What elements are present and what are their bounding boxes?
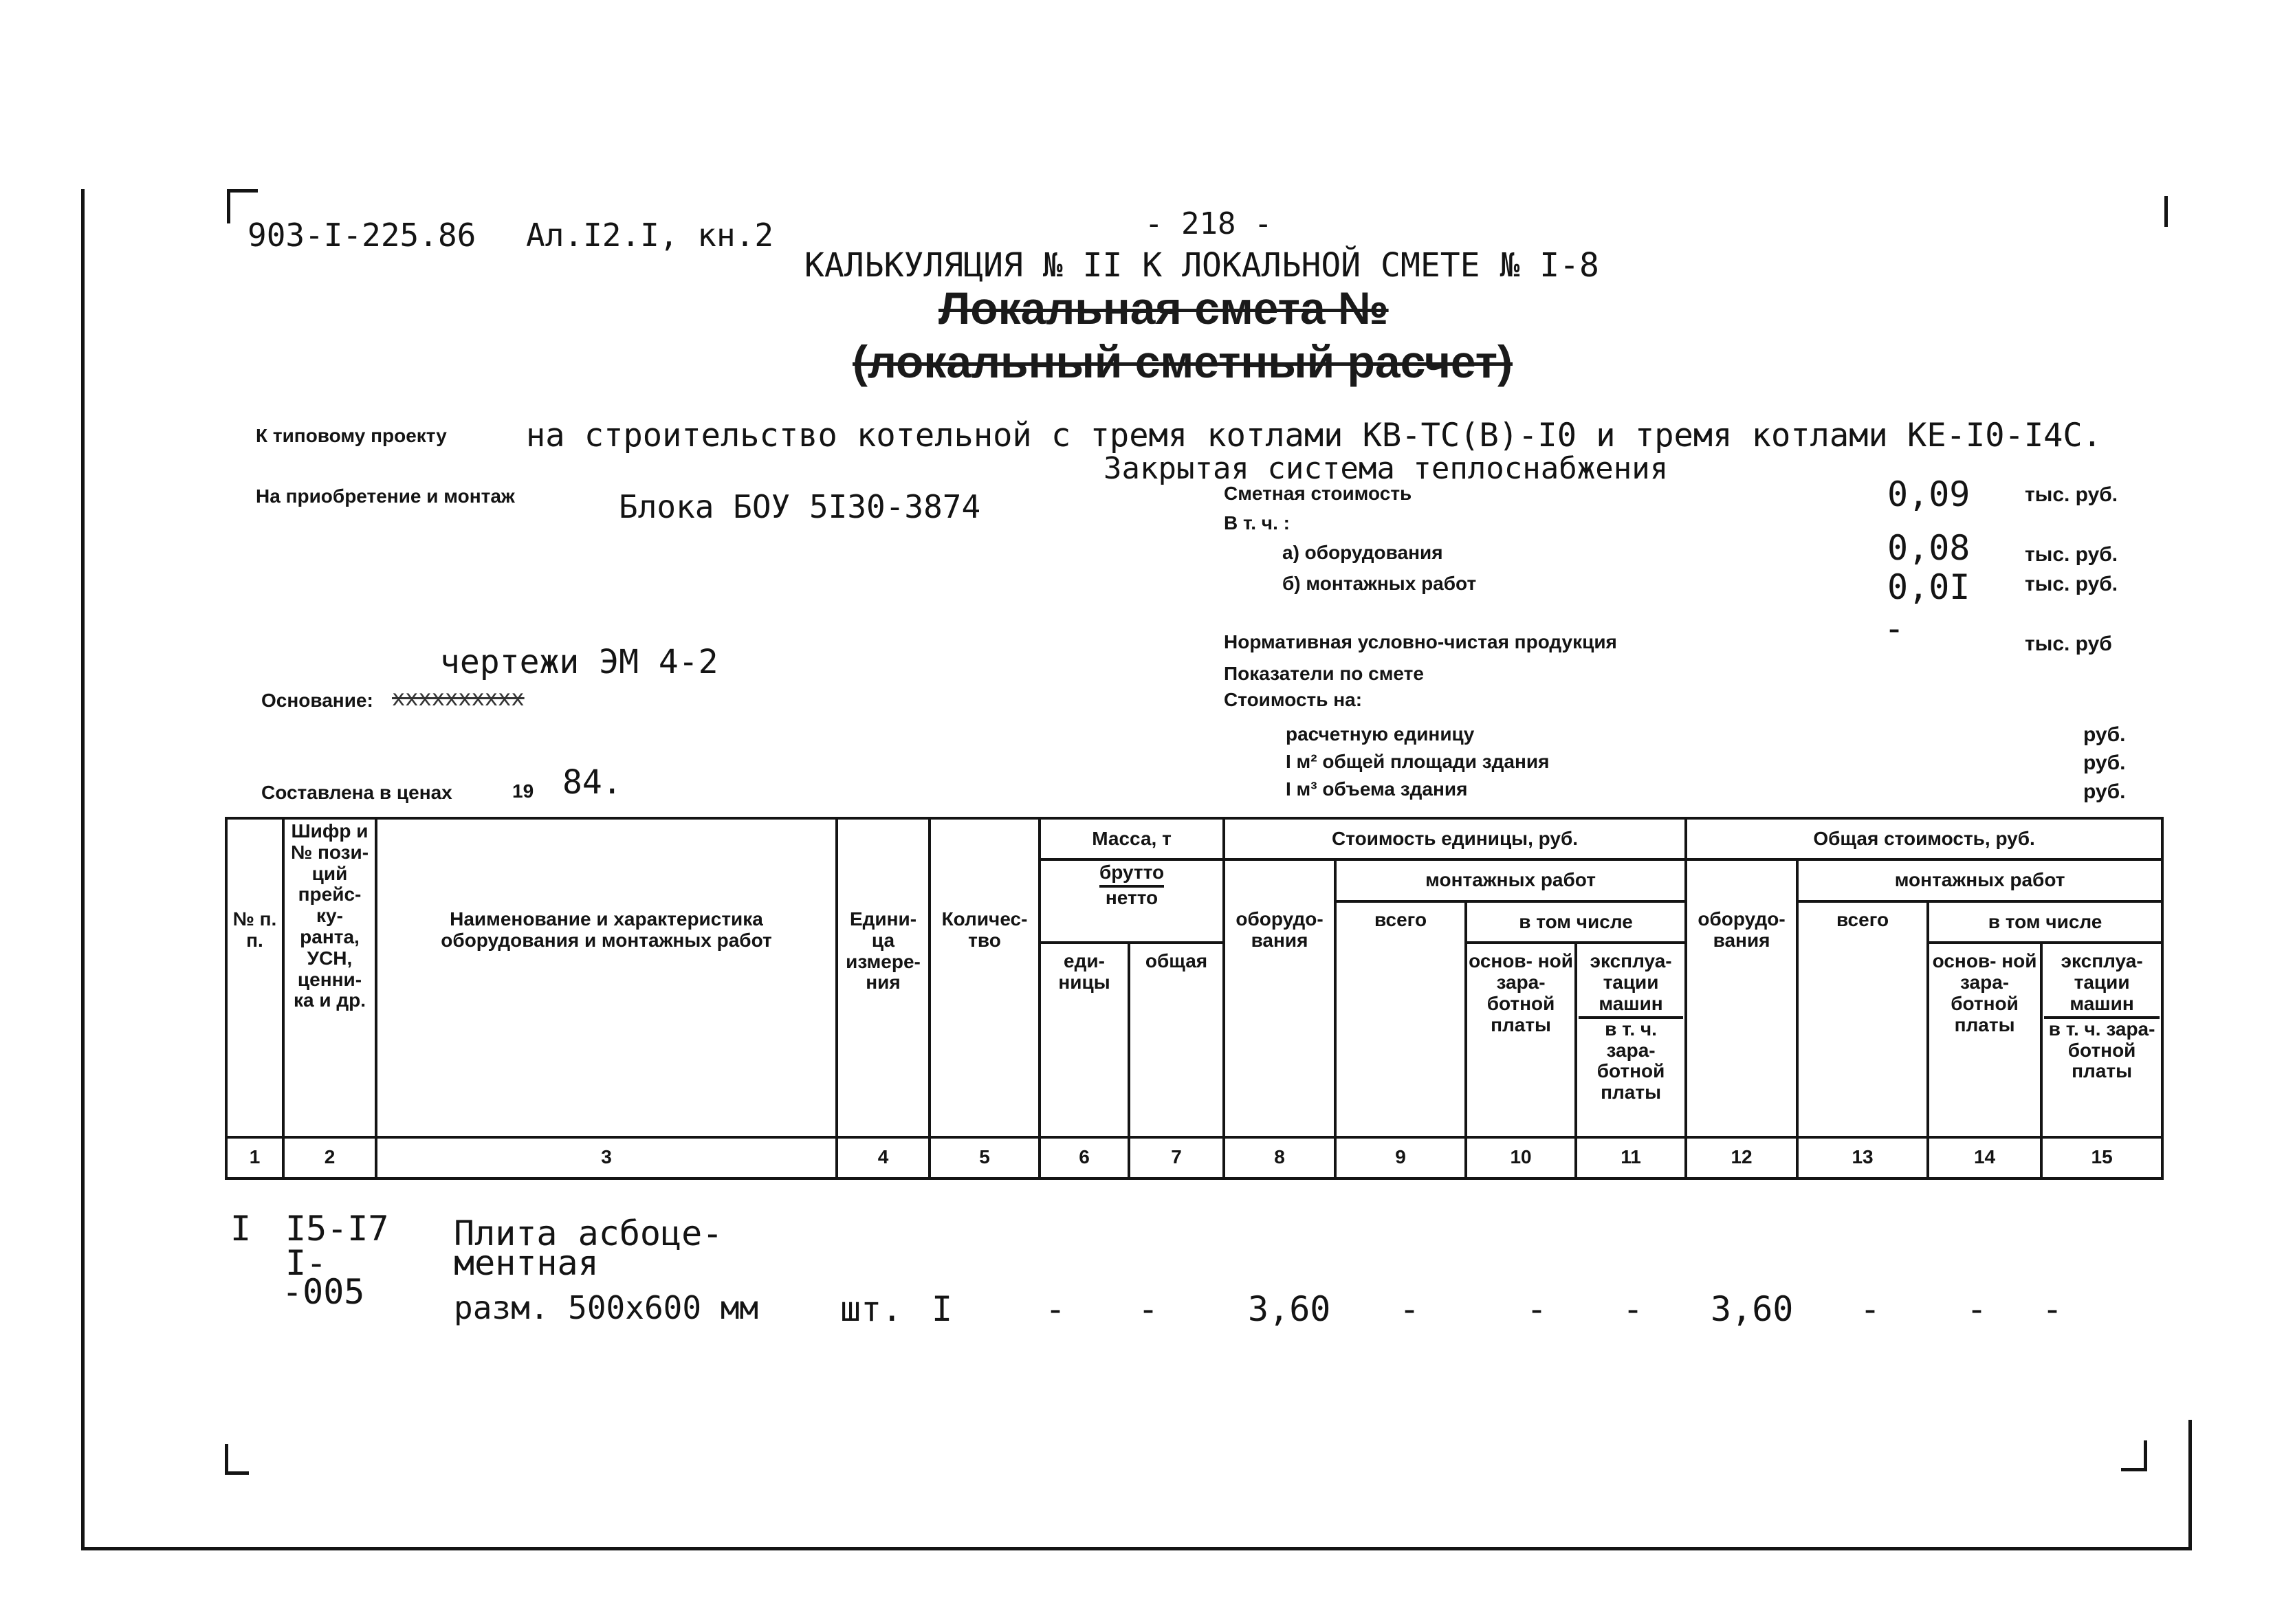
row-quantity: I xyxy=(932,1289,953,1329)
corner-tl-v xyxy=(227,189,230,223)
prices-year-prefix: 19 xyxy=(512,780,534,802)
header-quantity: Количес- тво xyxy=(930,818,1040,1137)
column-number: 10 xyxy=(1466,1137,1576,1179)
estimate-table xyxy=(225,817,2164,1180)
unit-calc-rub: руб. xyxy=(2083,723,2126,746)
header-mass-unit: еди- ницы xyxy=(1040,943,1129,1137)
column-number: 9 xyxy=(1335,1137,1466,1179)
estimate-cost-unit: тыс. руб. xyxy=(2025,483,2118,506)
header-brutto: брутто xyxy=(1099,862,1164,888)
row-unit-install-all: - xyxy=(1399,1289,1420,1329)
unit-area-rub: руб. xyxy=(2083,751,2126,774)
corner-bl-v xyxy=(225,1444,228,1475)
column-number: 1 xyxy=(226,1137,283,1179)
column-number: 11 xyxy=(1576,1137,1686,1179)
unit-volume-rub: руб. xyxy=(2083,780,2126,803)
header-mass-total: общая xyxy=(1129,943,1224,1137)
purchase-label: На приобретение и монтаж xyxy=(256,485,515,507)
struck-title-local-estimate: Локальная смета № xyxy=(938,283,1389,333)
header-unit-machines-label: эксплуа- тации машин xyxy=(1579,951,1683,1018)
installation-value: 0,0I xyxy=(1887,567,1970,607)
header-unit-base-pay: основ- ной зара- ботной платы xyxy=(1466,943,1576,1137)
header-netto: нетто xyxy=(1105,887,1159,909)
estimate-cost-value: 0,09 xyxy=(1887,474,1970,514)
unit-volume-label: I м³ объема здания xyxy=(1286,778,1468,800)
column-number: 4 xyxy=(837,1137,930,1179)
column-number: 3 xyxy=(376,1137,837,1179)
row-total-machines: - xyxy=(2042,1289,2063,1329)
column-number: 7 xyxy=(1129,1137,1224,1179)
normative-unit: тыс. руб xyxy=(2025,633,2112,655)
header-total-machines-sub: в т. ч. зара- ботной платы xyxy=(2048,1018,2155,1082)
header-row-number: № п. п. xyxy=(226,818,283,1137)
frame-left-line xyxy=(81,189,85,1550)
header-mass: Масса, т xyxy=(1040,818,1224,859)
column-number: 14 xyxy=(1928,1137,2041,1179)
header-unit-install: монтажных работ xyxy=(1335,859,1686,901)
column-number: 13 xyxy=(1797,1137,1928,1179)
indicators-label: Показатели по смете xyxy=(1224,663,1424,684)
corner-br-h xyxy=(2121,1468,2147,1471)
row-name-3: разм. 500х600 мм xyxy=(454,1289,759,1326)
row-number: I xyxy=(230,1209,252,1249)
corner-br-v xyxy=(2144,1440,2147,1471)
header-mass-brutto-netto xyxy=(1040,859,1224,943)
header-total-machines xyxy=(2041,943,2162,1137)
normative-value: - xyxy=(1884,608,1905,648)
column-number: 15 xyxy=(2041,1137,2162,1179)
column-number: 12 xyxy=(1686,1137,1797,1179)
normative-label: Нормативная условно-чистая продукция xyxy=(1224,631,1617,652)
row-unit-equipment-cost: 3,60 xyxy=(1248,1289,1331,1329)
cost-per-label: Стоимость на: xyxy=(1224,689,1363,710)
purchase-value: Блока БОУ 5I30-3874 xyxy=(619,488,981,525)
header-total-cost: Общая стоимость, руб. xyxy=(1686,818,2162,859)
row-mass-unit: - xyxy=(1045,1289,1066,1329)
row-code-2: I- xyxy=(285,1243,327,1283)
header-name: Наименование и характеристика оборудования и монтажных работ xyxy=(376,818,837,1137)
header-unit-equipment: оборудо- вания xyxy=(1224,859,1335,1137)
row-mass-total: - xyxy=(1138,1289,1159,1329)
header-unit-machines xyxy=(1576,943,1686,1137)
header-unit-incl: в том числе xyxy=(1466,901,1686,943)
row-unit-base-pay: - xyxy=(1526,1289,1548,1329)
installation-label: б) монтажных работ xyxy=(1282,573,1477,594)
corner-tr xyxy=(2164,196,2168,227)
basis-label: Основание: xyxy=(261,690,373,711)
drawings-reference: чертежи ЭМ 4-2 xyxy=(440,643,718,681)
equipment-unit: тыс. руб. xyxy=(2025,543,2118,566)
row-unit-machines: - xyxy=(1623,1289,1644,1329)
header-code: Шифр и № пози- ций прейс- ку- ранта, УСН, ценни- ка и др. xyxy=(283,818,376,1137)
row-code-1: I5-I7 xyxy=(285,1209,389,1249)
header-total-all: всего xyxy=(1797,901,1928,1137)
corner-bl-h xyxy=(225,1471,249,1475)
column-number: 5 xyxy=(930,1137,1040,1179)
row-name-1: Плита асбоце- xyxy=(454,1214,723,1253)
row-total-base-pay: - xyxy=(1966,1289,1988,1329)
frame-bottom-line xyxy=(81,1547,2192,1550)
header-total-equipment: оборудо- вания xyxy=(1686,859,1797,1137)
frame-right-line xyxy=(2188,1420,2192,1550)
header-total-machines-label: эксплуа- тации машин xyxy=(2044,951,2160,1018)
equipment-label: а) оборудования xyxy=(1282,542,1443,563)
row-unit: шт. xyxy=(840,1289,903,1329)
header-unit: Едини- ца измере- ния xyxy=(837,818,930,1137)
album-reference: Ал.I2.I, кн.2 xyxy=(526,217,774,254)
equipment-value: 0,08 xyxy=(1887,528,1970,568)
page-number: - 218 - xyxy=(1145,206,1273,241)
row-total-equipment: 3,60 xyxy=(1711,1289,1794,1329)
calculation-title: КАЛЬКУЛЯЦИЯ № II К ЛОКАЛЬНОЙ СМЕТЕ № I-8 xyxy=(804,246,1599,285)
row-total-install-all: - xyxy=(1860,1289,1881,1329)
header-unit-machines-sub: в т. ч. зара- ботной платы xyxy=(1596,1018,1665,1104)
struck-title-local-calc: (локальный сметный расчет) xyxy=(853,336,1513,387)
installation-unit: тыс. руб. xyxy=(2025,573,2118,595)
basis-struck-text: xxxxxxxxxx xyxy=(392,685,525,711)
header-unit-all: всего xyxy=(1335,901,1466,1137)
prices-label: Составлена в ценах xyxy=(261,782,452,803)
header-unit-cost: Стоимость единицы, руб. xyxy=(1224,818,1686,859)
header-total-incl: в том числе xyxy=(1928,901,2162,943)
unit-area-label: I м² общей площади здания xyxy=(1286,751,1550,772)
column-number: 8 xyxy=(1224,1137,1335,1179)
column-number: 2 xyxy=(283,1137,376,1179)
project-line-2: Закрытая система теплоснабжения xyxy=(1103,451,1669,486)
estimate-cost-label: Сметная стоимость xyxy=(1224,483,1412,504)
corner-tl-h xyxy=(227,189,258,193)
document-code: 903-I-225.86 xyxy=(248,217,476,254)
header-total-base-pay: основ- ной зара- ботной платы xyxy=(1928,943,2041,1137)
row-name-2: ментная xyxy=(454,1243,599,1283)
header-total-install: монтажных работ xyxy=(1797,859,2162,901)
prices-year: 84. xyxy=(562,763,622,802)
column-number: 6 xyxy=(1040,1137,1129,1179)
unit-calc-label: расчетную единицу xyxy=(1286,723,1475,745)
project-line-1: на строительство котельной с тремя котлами КВ-ТС(В)-I0 и тремя котлами КЕ-I0-I4С. xyxy=(526,417,2102,454)
row-code-3: -005 xyxy=(282,1272,365,1312)
project-label: К типовому проекту xyxy=(256,425,447,446)
including-label: В т. ч. : xyxy=(1224,512,1290,534)
